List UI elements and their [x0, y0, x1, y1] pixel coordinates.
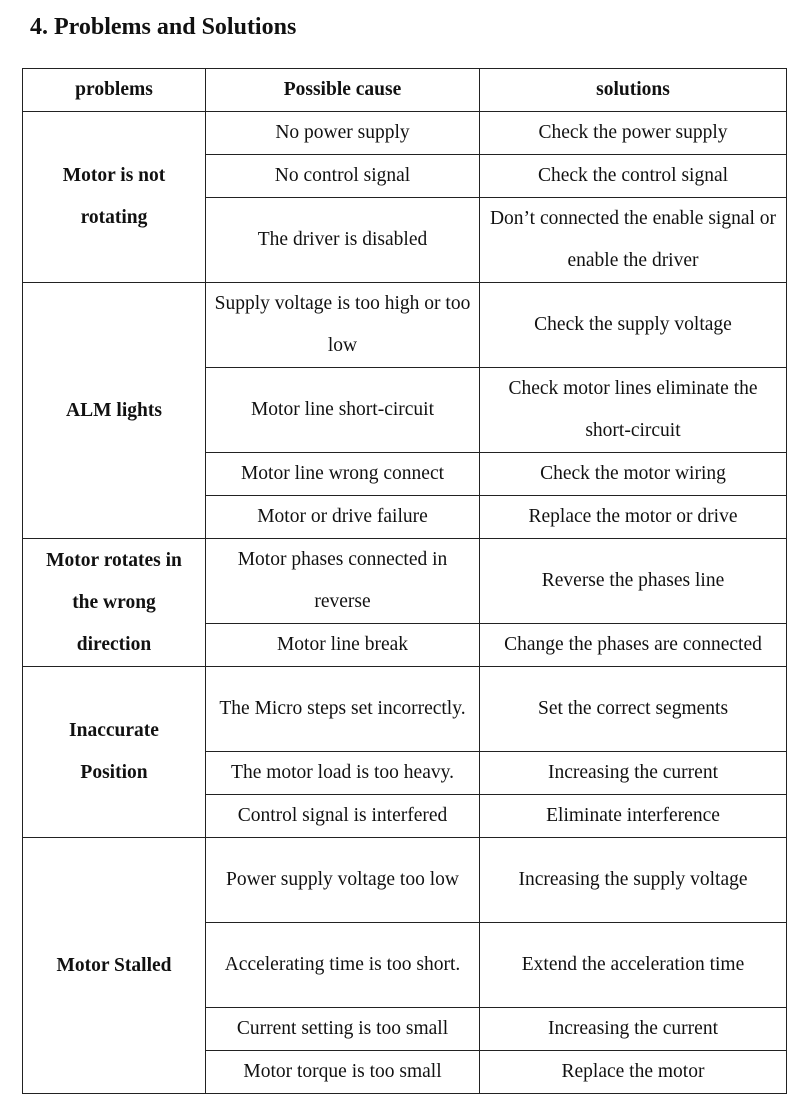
cause-cell: Motor line wrong connect: [206, 453, 480, 496]
problem-text: direction: [76, 633, 152, 655]
solution-cell: Don’t connected the enable signal or enable the driver: [480, 198, 787, 283]
solution-cell: Check motor lines eliminate the short-circuit: [480, 368, 787, 453]
problem-text: Motor rotates in: [46, 549, 182, 571]
cause-cell: Motor torque is too small: [206, 1051, 480, 1094]
cause-cell: The driver is disabled: [206, 198, 480, 283]
solution-cell: Check the control signal: [480, 155, 787, 198]
problem-text: Inaccurate: [69, 720, 159, 741]
cause-cell: Control signal is interfered: [206, 795, 480, 838]
cause-cell: Motor or drive failure: [206, 496, 480, 539]
table-row: [23, 283, 787, 368]
cause-cell: Motor line short-circuit: [206, 368, 480, 453]
cause-cell: No control signal: [206, 155, 480, 198]
cause-cell: The Micro steps set incorrectly.: [206, 667, 480, 752]
cause-cell: No power supply: [206, 112, 480, 155]
solution-cell: Reverse the phases line: [480, 539, 787, 624]
table-row: [23, 667, 787, 752]
cause-cell: Motor line break: [206, 624, 480, 667]
problem-cell: [23, 539, 206, 667]
table-header-row: [23, 69, 787, 112]
header-problems: problems: [23, 69, 206, 112]
solution-cell: Increasing the current: [480, 752, 787, 795]
solution-cell: Increasing the current: [480, 1008, 787, 1051]
cause-cell: Accelerating time is too short.: [206, 923, 480, 1008]
problem-cell: [23, 667, 206, 838]
problem-cell: [23, 112, 206, 283]
problem-text: the wrong: [72, 591, 156, 613]
solution-cell: Check the supply voltage: [480, 283, 787, 368]
table-row: [23, 112, 787, 155]
problem-text: Motor is not: [62, 165, 166, 186]
problem-cell: [23, 838, 206, 1094]
problem-text: ALM lights: [66, 399, 162, 421]
cause-cell: Power supply voltage too low: [206, 838, 480, 923]
solution-cell: Increasing the supply voltage: [480, 838, 787, 923]
solution-cell: Check the power supply: [480, 112, 787, 155]
header-solutions: solutions: [480, 69, 787, 112]
solution-cell: Eliminate interference: [480, 795, 787, 838]
cause-cell: Current setting is too small: [206, 1008, 480, 1051]
table-row: [23, 539, 787, 624]
problems-solutions-table: [22, 68, 787, 1094]
solution-cell: Change the phases are connected: [480, 624, 787, 667]
problem-text: rotating: [80, 207, 148, 228]
cause-cell: Motor phases connected in reverse: [206, 539, 480, 624]
solution-cell: Set the correct segments: [480, 667, 787, 752]
cause-cell: Supply voltage is too high or too low: [206, 283, 480, 368]
problem-text: Position: [80, 762, 148, 783]
table-body: [23, 112, 787, 1094]
header-possible-cause: Possible cause: [206, 69, 480, 112]
table-row: [23, 838, 787, 923]
solution-cell: Replace the motor or drive: [480, 496, 787, 539]
problem-text: Motor Stalled: [56, 954, 172, 976]
solution-cell: Replace the motor: [480, 1051, 787, 1094]
solution-cell: Extend the acceleration time: [480, 923, 787, 1008]
solution-cell: Check the motor wiring: [480, 453, 787, 496]
page-title: 4. Problems and Solutions: [30, 14, 297, 40]
problem-cell: [23, 283, 206, 539]
cause-cell: The motor load is too heavy.: [206, 752, 480, 795]
